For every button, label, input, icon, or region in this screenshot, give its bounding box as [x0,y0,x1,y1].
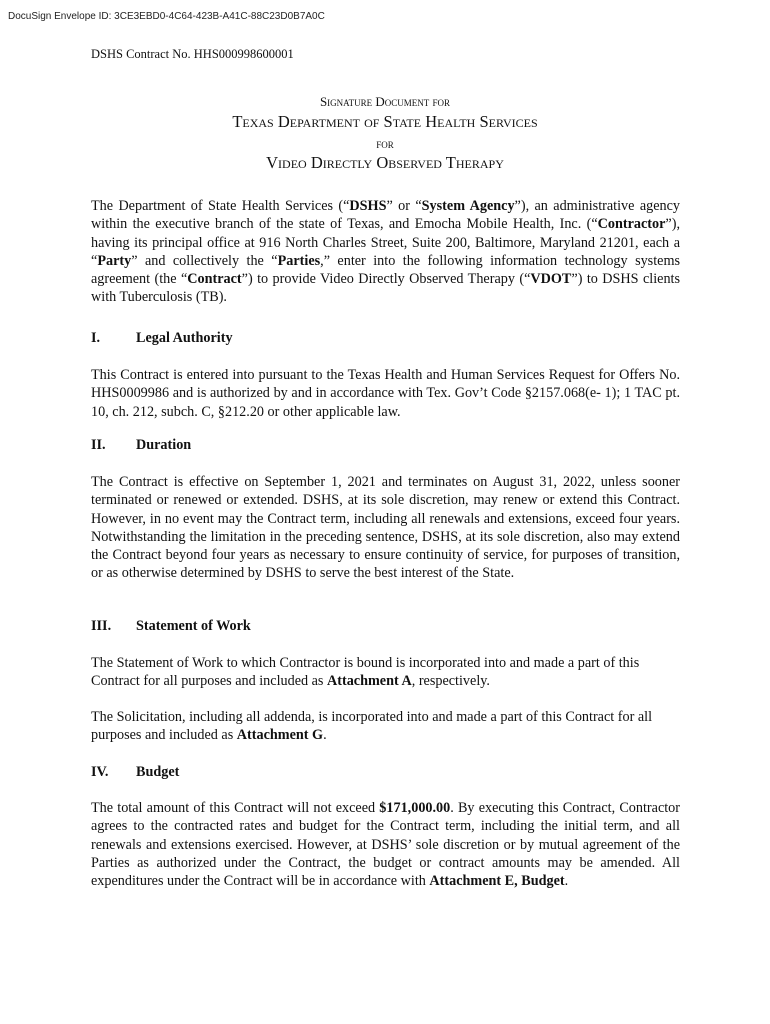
section-heading-legal-authority: I. Legal Authority [91,330,233,346]
statement-of-work-text-1: The Statement of Work to which Contractor is bound is incorporated into and made a part of this Contract for all purposes and included as Attachment A, respectively. [91,655,640,690]
title-line-1: Signature Document for [319,94,451,109]
title-line-2: Texas Department of State Health Services [232,112,538,131]
section-heading-duration: II. Duration [91,437,192,453]
legal-authority-text: This Contract is entered into pursuant to the Texas Health and Human Services Request for Offers No. HHS0009986 and is authorized by and in accordance with Tex. Gov’t Code §2157.068(e- 1); 1 TAC pt. 10, ch. 212, subch. C, §212.20 or other applicable law. [91,367,680,420]
title-line-4: Video Directly Observed Therapy [266,153,504,172]
statement-of-work-text-2: The Solicitation, including all addenda, is incorporated into and made a part of this Contract for all purposes and included as Attachment G. [91,709,653,744]
budget-text: The total amount of this Contract will not exceed $171,000.00. By executing this Contract, Contractor agrees to the contracted rates and budget for the Contract term, including the initial term, and all renewals and extensions exercised. However, at DSHS’ sole discretion or by mutual agreement of the Parties as authorized under the Contract, the budget or contract amounts may be amended. All expenditures under the Contract will be in accordance with Attachment E, Budget. [91,800,681,890]
section-heading-budget: IV. Budget [91,764,180,780]
title-line-3: for [376,136,394,151]
section-heading-statement-of-work: III. Statement of Work [91,618,251,634]
docusign-envelope-id: DocuSign Envelope ID: 3CE3EBD0-4C64-423B-A41C-88C23D0B7A0C [8,11,325,22]
contract-number: DSHS Contract No. HHS000998600001 [91,47,294,61]
intro-paragraph: The Department of State Health Services (“DSHS” or “System Agency”), an administrative agency within the executive branch of the state of Texas, and Emocha Mobile Health, Inc. (“Contractor”), having its principal office at 916 North Charles Street, Suite 200, Baltimore, Maryland 21201, each a “Party” and collectively the “Parties,” enter into the following information technology systems agreement (the “Contract”) to provide Video Directly Observed Therapy (“VDOT”) to DSHS clients with Tuberculosis (TB). [91,198,680,306]
duration-text: The Contract is effective on September 1, 2021 and terminates on August 31, 2022, unless sooner terminated or renewed or extended. DSHS, at its sole discretion, may renew or extend this Contract. However, in no event may the Contract term, including all renewals and extensions, exceed four years. Notwithstanding the limitation in the preceding sentence, DSHS, at its sole discretion, also may extend the Contract beyond four years as necessary to ensure continuity of service, for purposes of transition, or as otherwise determined by DSHS to serve the best interest of the State. [91,474,680,582]
